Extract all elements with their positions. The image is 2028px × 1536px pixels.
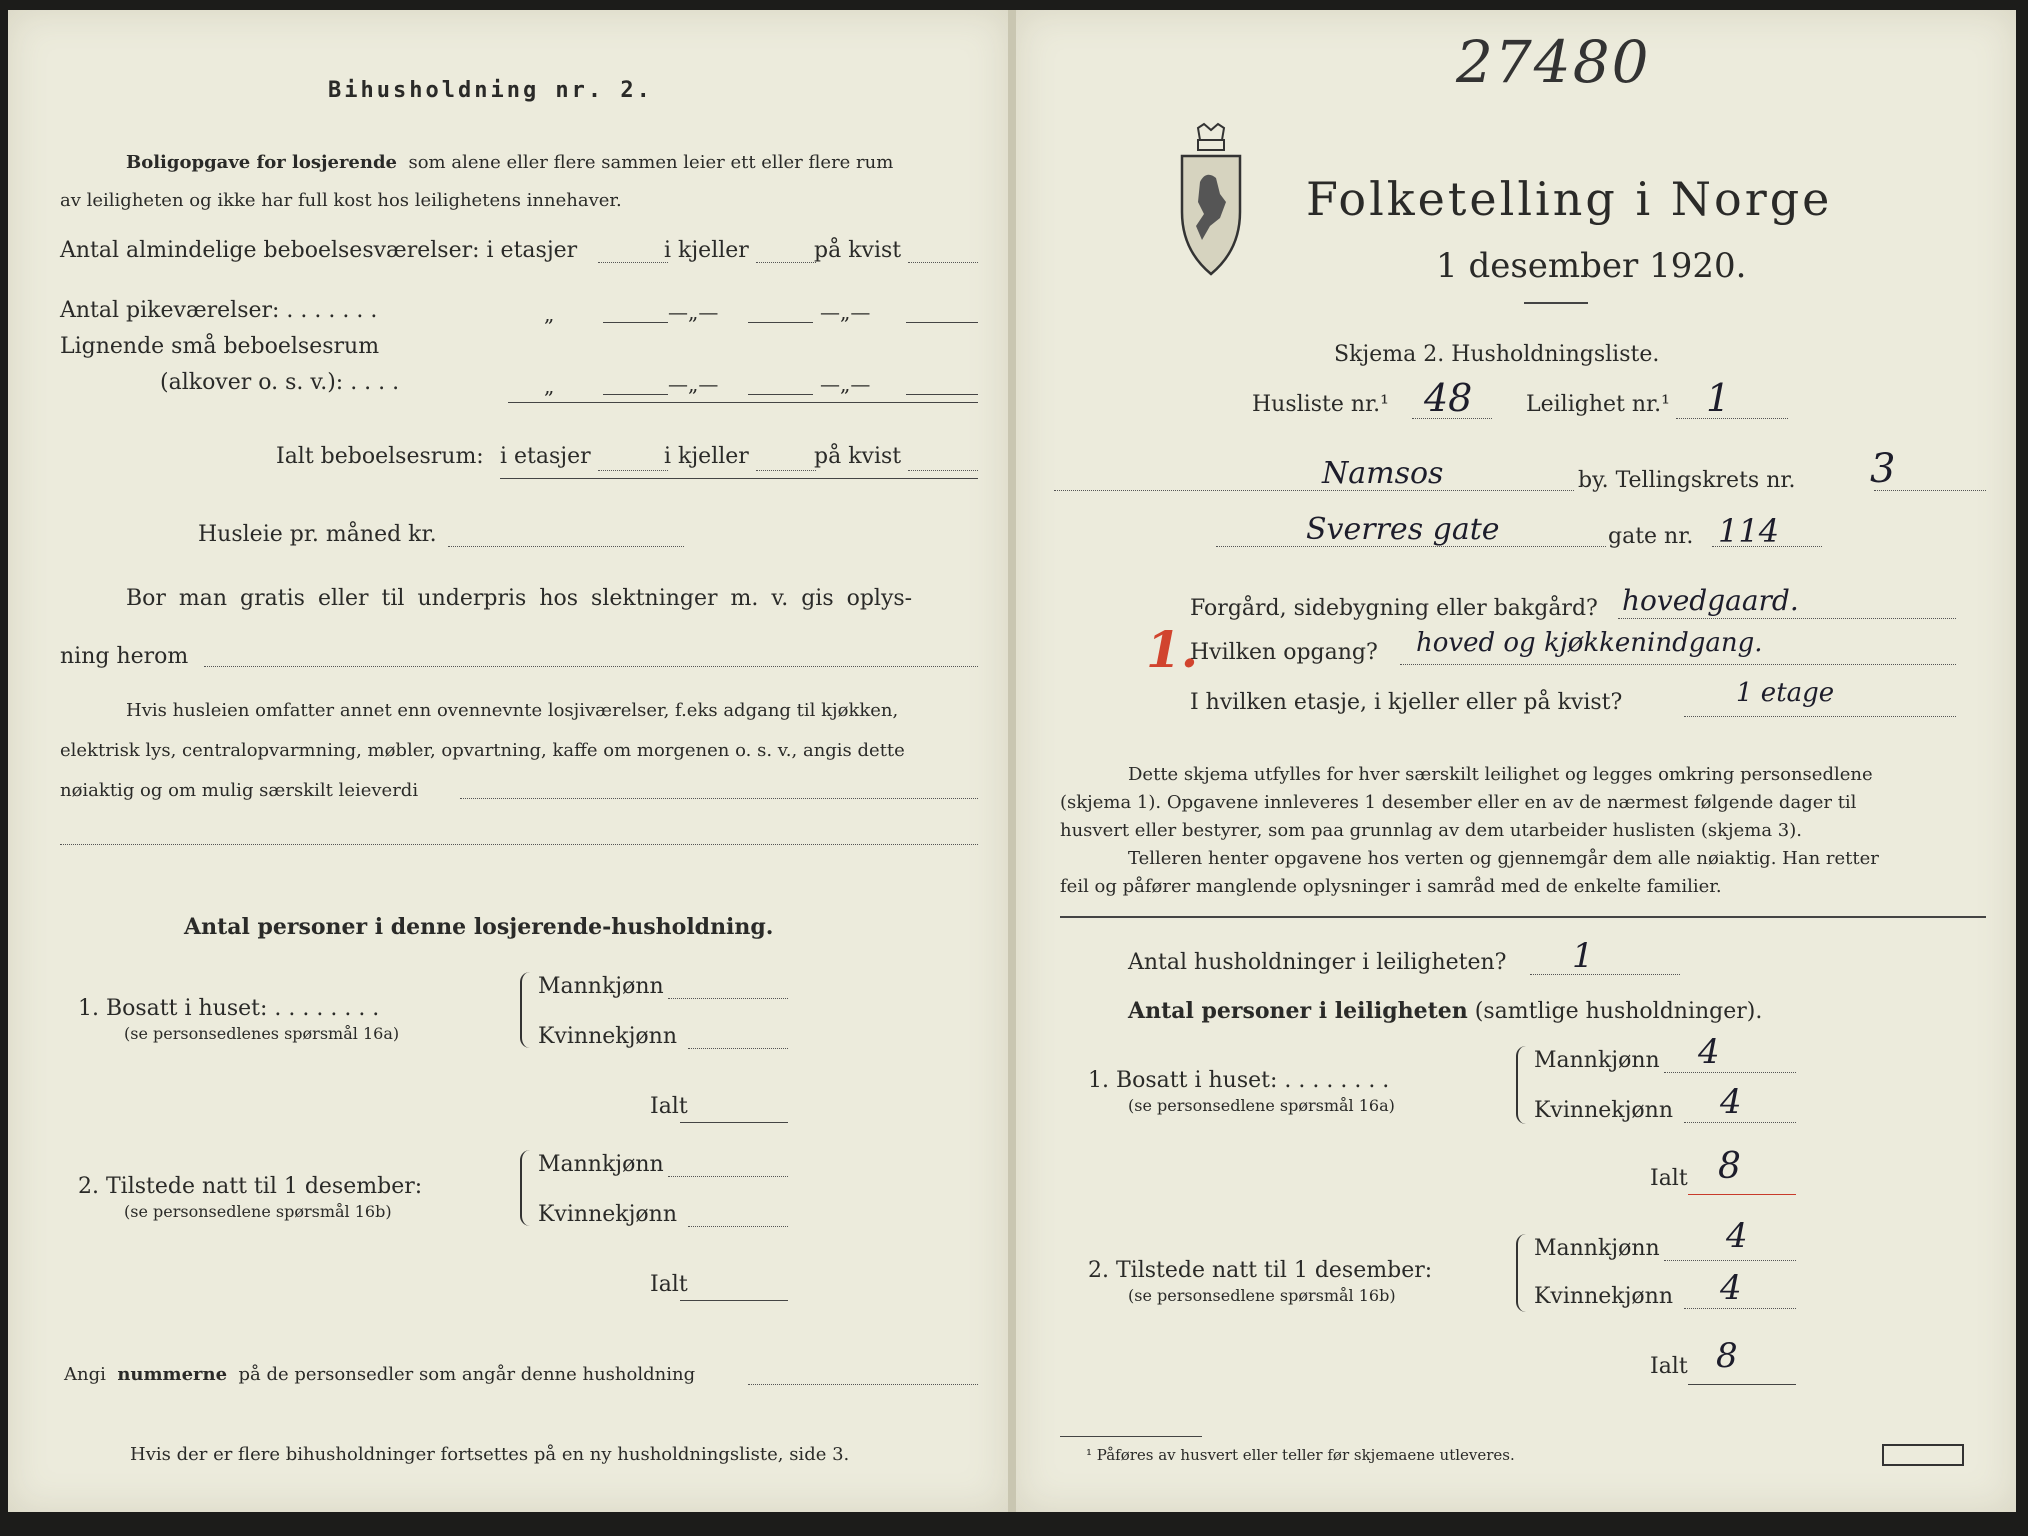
lignende-dash-2: —„— xyxy=(820,372,871,396)
lignende-sum-rule xyxy=(508,402,978,403)
info-line-2: (skjema 1). Opgavene innleveres 1 desember eller en av de nærmest følgende dager til xyxy=(1060,792,1857,813)
q1-kvinne-label-right: Kvinnekjønn xyxy=(1534,1098,1673,1123)
etasje-line xyxy=(1684,716,1956,717)
leilighet-label: Leilighet nr.¹ xyxy=(1526,392,1670,417)
rooms-kvist-label: på kvist xyxy=(814,238,902,263)
ialt-label: Ialt beboelsesrum: xyxy=(276,444,484,469)
q2-ialt-label: Ialt xyxy=(650,1272,688,1297)
antal-heading-right xyxy=(1128,998,1762,1024)
opgang-value: hoved og kjøkkenindgang. xyxy=(1416,628,1763,658)
lignende-line-2: (alkover o. s. v.): . . . . xyxy=(160,370,400,395)
q1-brace-right xyxy=(1516,1046,1528,1124)
q2-kvinne-value: 4 xyxy=(1720,1268,1742,1308)
left-title: Bihusholdning nr. 2. xyxy=(328,78,653,103)
q2-kvinne-line-right xyxy=(1684,1308,1796,1309)
q2-label: 2. Tilstede natt til 1 desember: xyxy=(78,1174,423,1199)
archive-number: 27480 xyxy=(1456,28,1651,96)
title-divider xyxy=(1524,302,1588,304)
by-line xyxy=(1054,490,1574,491)
angi-dotted-line xyxy=(748,1384,978,1385)
q1-ialt-value: 8 xyxy=(1718,1146,1741,1187)
q1-kvinne-label: Kvinnekjønn xyxy=(538,1024,677,1049)
gate-line xyxy=(1216,546,1606,547)
intro-line-2: av leiligheten og ikke har full kost hos leilighetens innehaver. xyxy=(60,190,622,211)
pike-label: Antal pikeværelser: . . . . . . . xyxy=(60,298,378,323)
info-line-1: Dette skjema utfylles for hver særskilt leilighet og legges omkring personsedlene xyxy=(1128,764,1873,785)
q2-kvinne-line xyxy=(688,1226,788,1227)
antal-heading: Antal personer i denne losjerende-husholdning. xyxy=(184,914,774,940)
q2-mann-label: Mannkjønn xyxy=(538,1152,664,1177)
rooms-kvist-line xyxy=(908,262,978,263)
husholdninger-value: 1 xyxy=(1572,936,1594,976)
rooms-kjeller-line xyxy=(756,262,816,263)
census-date: 1 desember 1920. xyxy=(1436,246,1747,286)
husleie-label: Husleie pr. måned kr. xyxy=(198,522,437,547)
ialt-kvist-label: på kvist xyxy=(814,444,902,469)
husholdninger-label: Antal husholdninger i leiligheten? xyxy=(1128,950,1507,975)
angi-bold: nummerne xyxy=(117,1364,228,1385)
antal-bold: Antal personer i leiligheten xyxy=(1128,998,1468,1024)
by-label: by. Tellingskrets nr. xyxy=(1578,468,1796,493)
skjema-label: Skjema 2. Husholdningsliste. xyxy=(1334,342,1660,367)
red-mark: 1. xyxy=(1146,620,1199,679)
coat-of-arms-icon xyxy=(1176,122,1246,282)
q1-mann-line-right xyxy=(1664,1072,1796,1073)
antal-rest: (samtlige husholdninger). xyxy=(1474,999,1763,1024)
lignende-comma: „ xyxy=(544,374,555,398)
q2-mann-line-right xyxy=(1664,1260,1796,1261)
q1-kvinne-line xyxy=(688,1048,788,1049)
q2-brace xyxy=(520,1150,532,1226)
opgang-line xyxy=(1400,664,1956,665)
intro-rest: som alene eller flere sammen leier ett eller flere rum xyxy=(408,152,894,173)
q1-mann-value: 4 xyxy=(1698,1032,1720,1072)
q2-kvinne-label: Kvinnekjønn xyxy=(538,1202,677,1227)
q1-ialt-label: Ialt xyxy=(650,1094,688,1119)
forgard-label: Forgård, sidebygning eller bakgård? xyxy=(1190,596,1598,621)
hvis-line-1: Hvis husleien omfatter annet enn ovennevnte losjiværelser, f.eks adgang til kjøkken, xyxy=(126,700,899,721)
opgang-label: Hvilken opgang? xyxy=(1190,640,1378,665)
rooms-kjeller-label: i kjeller xyxy=(664,238,749,263)
by-value: Namsos xyxy=(1322,456,1444,491)
page-fold xyxy=(1008,10,1016,1512)
q1-mann-label: Mannkjønn xyxy=(538,974,664,999)
q1-label-right: 1. Bosatt i huset: . . . . . . . . xyxy=(1088,1068,1390,1093)
etasje-label: I hvilken etasje, i kjeller eller på kvist? xyxy=(1190,690,1623,715)
pike-etasjer-line xyxy=(603,322,668,323)
info-line-4: Telleren henter opgavene hos verten og gjennemgår dem alle nøiaktig. Han retter xyxy=(1128,848,1879,869)
q2-ialt-line xyxy=(680,1300,788,1301)
hvis-line-3: nøiaktig og om mulig særskilt leieverdi xyxy=(60,780,419,801)
bor-line-2: ning herom xyxy=(60,644,189,669)
intro-bold: Boligopgave for losjerende xyxy=(126,152,398,173)
husholdninger-line xyxy=(1530,974,1680,975)
q2-sub: (se personsedlene spørsmål 16b) xyxy=(124,1202,392,1221)
lignende-kjeller-line xyxy=(748,394,813,395)
q2-sub-right: (se personsedlene spørsmål 16b) xyxy=(1128,1286,1396,1305)
q1-kvinne-line-right xyxy=(1684,1122,1796,1123)
intro-line-1 xyxy=(126,152,893,173)
krets-line xyxy=(1874,490,1986,491)
lignende-line-1: Lignende små beboelsesrum xyxy=(60,334,380,359)
krets-value: 3 xyxy=(1870,446,1896,492)
angi-pre: Angi xyxy=(64,1364,106,1385)
pike-kjeller-line xyxy=(748,322,813,323)
info-line-5: feil og påfører manglende oplysninger i samråd med de enkelte familier. xyxy=(1060,876,1722,897)
q2-ialt-value: 8 xyxy=(1716,1336,1738,1376)
gate-nr-value: 114 xyxy=(1718,512,1780,550)
ialt-kjeller-line xyxy=(756,470,816,471)
bor-line xyxy=(204,666,978,667)
etasje-value: 1 etage xyxy=(1736,678,1835,708)
gate-nr-line xyxy=(1712,546,1822,547)
husliste-label: Husliste nr.¹ xyxy=(1252,392,1389,417)
pike-comma: „ xyxy=(544,302,555,326)
q2-label-right: 2. Tilstede natt til 1 desember: xyxy=(1088,1258,1433,1283)
ialt-kvist-line xyxy=(908,470,978,471)
right-page xyxy=(1016,10,2016,1512)
q1-ialt-label-right: Ialt xyxy=(1650,1166,1688,1191)
bor-line-1: Bor man gratis eller til underpris hos slektninger m. v. gis oplys- xyxy=(126,586,913,611)
q2-mann-label-right: Mannkjønn xyxy=(1534,1236,1660,1261)
angi-rest: på de personsedler som angår denne husholdning xyxy=(238,1364,696,1385)
lignende-dash-1: —„— xyxy=(668,372,719,396)
ialt-rule xyxy=(500,478,978,479)
q2-kvinne-label-right: Kvinnekjønn xyxy=(1534,1284,1673,1309)
footnote-rule xyxy=(1060,1436,1202,1437)
pike-kvist-line xyxy=(906,322,978,323)
q1-ialt-line xyxy=(680,1122,788,1123)
lignende-etasjer-line xyxy=(603,394,668,395)
q2-ialt-line-right xyxy=(1688,1384,1796,1385)
footnote: ¹ Påføres av husvert eller teller før skjemaene utleveres. xyxy=(1086,1446,1515,1464)
q2-mann-value: 4 xyxy=(1726,1216,1748,1256)
ialt-etasjer-label: i etasjer xyxy=(500,444,591,469)
rooms-label: Antal almindelige beboelsesværelser: i etasjer xyxy=(60,238,578,263)
q1-ialt-line-right xyxy=(1688,1194,1796,1195)
left-footer: Hvis der er flere bihusholdninger fortsettes på en ny husholdningsliste, side 3. xyxy=(130,1444,850,1465)
printer-stamp-icon xyxy=(1882,1444,1964,1466)
forgard-value: hovedgaard. xyxy=(1622,584,1799,617)
q2-mann-line xyxy=(668,1176,788,1177)
q1-mann-line xyxy=(668,998,788,999)
hvis-extra-line xyxy=(60,844,978,845)
gate-label: gate nr. xyxy=(1608,524,1694,549)
hvis-line xyxy=(460,798,978,799)
leilighet-line xyxy=(1676,418,1788,419)
q1-mann-label-right: Mannkjønn xyxy=(1534,1048,1660,1073)
info-divider xyxy=(1060,916,1986,918)
gate-value: Sverres gate xyxy=(1306,512,1500,547)
angi-line xyxy=(64,1364,695,1385)
pike-dash-2: —„— xyxy=(820,300,871,324)
husliste-value: 48 xyxy=(1424,376,1473,420)
ialt-kjeller-label: i kjeller xyxy=(664,444,749,469)
rooms-etasjer-line xyxy=(598,262,668,263)
husleie-line xyxy=(448,546,684,547)
leilighet-value: 1 xyxy=(1706,376,1731,420)
husliste-line xyxy=(1412,418,1492,419)
q1-sub: (se personsedlenes spørsmål 16a) xyxy=(124,1024,400,1043)
right-title: Folketelling i Norge xyxy=(1306,172,1833,226)
ialt-etasjer-line xyxy=(598,470,668,471)
left-page xyxy=(8,10,1008,1512)
hvis-line-2: elektrisk lys, centralopvarmning, møbler, opvartning, kaffe om morgenen o. s. v., angis dette xyxy=(60,740,905,761)
info-line-3: husvert eller bestyrer, som paa grunnlag av dem utarbeider huslisten (skjema 3). xyxy=(1060,820,1802,841)
q2-ialt-label-right: Ialt xyxy=(1650,1354,1688,1379)
q1-sub-right: (se personsedlene spørsmål 16a) xyxy=(1128,1096,1395,1115)
q1-kvinne-value: 4 xyxy=(1720,1082,1742,1122)
q2-brace-right xyxy=(1516,1234,1528,1312)
pike-dash-1: —„— xyxy=(668,300,719,324)
q1-label: 1. Bosatt i huset: . . . . . . . . xyxy=(78,996,380,1021)
forgard-line xyxy=(1618,618,1956,619)
lignende-kvist-line xyxy=(906,394,978,395)
q1-brace xyxy=(520,972,532,1048)
